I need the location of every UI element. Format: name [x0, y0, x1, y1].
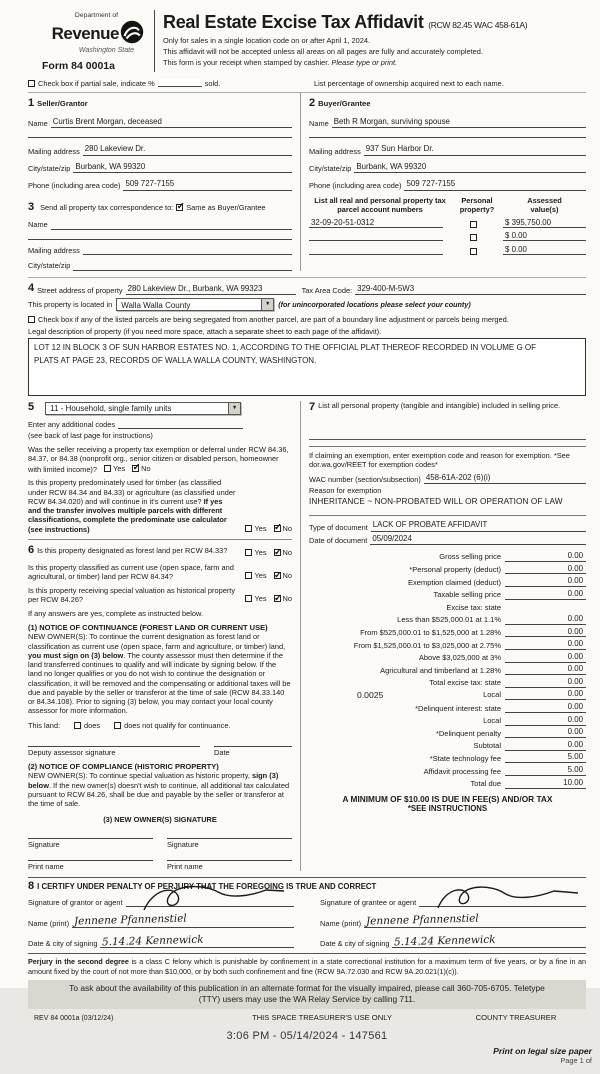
- buyer-phone-label: Phone (including area code): [309, 181, 402, 191]
- grantor-date-field[interactable]: 5.14.24 Kennewick: [100, 934, 294, 949]
- street-address-field[interactable]: 280 Lakeview Dr., Burbank, WA 99323: [126, 284, 296, 295]
- grantee-date-label: Date & city of signing: [320, 939, 390, 949]
- if-yes-note: If any answers are yes, complete as instructed below.: [28, 608, 203, 618]
- form-footer: [28, 948, 592, 1073]
- tax-value: 10.00: [505, 778, 586, 789]
- section-5-number: 5: [28, 401, 35, 414]
- partial-sale-suffix: sold.: [204, 78, 221, 88]
- segregated-note: Check box if any of the listed parcels are being segregated from another parcel, are part of a boundary line adjustment or parcels being merged.: [38, 314, 509, 324]
- type-of-document-field[interactable]: LACK OF PROBATE AFFIDAVIT: [371, 520, 586, 531]
- date-of-document-label: Date of document: [309, 535, 368, 545]
- excise-tax-table: Gross selling price 0.00 *Personal property (deduct) 0.00 Exemption claimed (deduct) 0.00 Taxable selling price 0.00 Excise tax: state Less than $525,000.01 at 1.1% 0.00 From $525,000.01 to $1,525,000 at 1.28% 0.00 From $1,525,000.01 to $3,025,000 at 2.75% 0.00 Above $3,025,000 at 3% 0.00 Agricultural and timberland at 1.28% 0.00 Total excise tax: state 0.00 0.0025 Local 0.00 *Delinquent interest: state 0.00 Local 0.00 *Delinquent penalty 0.00 Subtotal 0.00 *State technology fee 5.00 Affidavit processing fee 5.00 Total due 10.00: [309, 549, 586, 788]
- corr-name-field-2[interactable]: [28, 239, 292, 241]
- assessed-value-field[interactable]: $ 0.00: [503, 231, 586, 241]
- grantor-date-label: Date & city of signing: [28, 939, 98, 949]
- wac-number-label: WAC number (section/subsection): [309, 474, 421, 484]
- exemption-note: If claiming an exemption, enter exemption code and reason for exemption. *See dor.wa.gov/REET for exemption codes*: [309, 451, 570, 470]
- seller-mailing-label: Mailing address: [28, 146, 80, 156]
- q1-yes-checkbox[interactable]: [104, 465, 111, 472]
- header-note-1: Only for sales in a single location code on or after April 1, 2024.: [163, 35, 371, 45]
- washington-state-label: Washington State: [78, 46, 134, 54]
- question-current-use: Is this property classified as current use (open space, farm and agricultural, or timber) land per RCW 84.34? Yes ✓ No: [28, 563, 292, 582]
- additional-codes-field[interactable]: [118, 428, 243, 430]
- buyer-mailing-field[interactable]: 937 Sun Harbor Dr.: [364, 144, 586, 155]
- local-rate: 0.0025: [357, 689, 384, 700]
- seller-name-field-2[interactable]: [28, 137, 292, 139]
- tax-value: 0.00: [505, 576, 586, 587]
- parcel-number-field[interactable]: 32-09-20-51-0312: [309, 218, 443, 228]
- question-exemption-deferral: Was the seller receiving a property tax exemption or deferral under RCW 84.36, 84.37, or 84.38 (nonprofit org., senior citizen or disabled person, homeowner with limited income)? Yes ✓ No: [28, 445, 292, 474]
- owner-print-line-2[interactable]: Print name: [167, 860, 292, 871]
- partial-sale-percent-field[interactable]: [158, 79, 202, 87]
- tax-value: 0.00: [505, 639, 586, 650]
- tax-value: 0.00: [505, 564, 586, 575]
- corr-name-field[interactable]: [51, 228, 292, 230]
- additional-codes-label: Enter any additional codes: [28, 420, 116, 430]
- buyer-name-field-2[interactable]: [309, 137, 586, 139]
- treasurer-use-label: THIS SPACE TREASURER'S USE ONLY: [252, 1013, 392, 1023]
- buyer-name-label: Name: [309, 118, 329, 128]
- county-select[interactable]: [116, 298, 274, 311]
- tax-value: 5.00: [505, 765, 586, 776]
- tax-value: 0.00: [505, 551, 586, 562]
- tax-value: 0.00: [505, 627, 586, 638]
- parcel-number-field[interactable]: [309, 245, 443, 255]
- exemption-block: [309, 446, 586, 507]
- rcw-reference: (RCW 82.45 WAC 458-61A): [428, 20, 528, 30]
- grantee-signature-field[interactable]: [419, 906, 586, 908]
- corr-mailing-field[interactable]: [83, 254, 292, 256]
- owner-print-line-1[interactable]: Print name: [28, 860, 153, 871]
- q2-yes-checkbox[interactable]: [245, 525, 252, 532]
- header-note-3: This form is your receipt when stamped by cashier. Please type or print.: [163, 58, 398, 67]
- deputy-assessor-signature-line[interactable]: [28, 746, 200, 757]
- owner-signature-line-1[interactable]: Signature: [28, 838, 153, 849]
- perjury-note: Perjury in the second degree is a class C felony which is punishable by confinement in a state correctional institution for a maximum term of five years, or by a fine in an amount fixed by the court of not more than $10,000, or by both such confinement and fine (RCW 9A.72.030 and RCW 9A.20.021(1)(c)).: [28, 953, 586, 976]
- personal-property-checkbox-1[interactable]: [470, 221, 477, 228]
- partial-sale-label: Check box if partial sale, indicate %: [38, 78, 155, 88]
- question-forest-land: 6 Is this property designated as forest land per RCW 84.33? Yes ✓ No: [28, 544, 292, 558]
- section-1-title: Seller/Grantor: [37, 98, 88, 108]
- header-note-2: This affidavit will not be accepted unless all areas on all pages are fully and accurately completed.: [163, 46, 483, 56]
- cashier-stamp: 3:06 PM - 05/14/2024 - 147561: [226, 1029, 388, 1042]
- notice-compliance-body: NEW OWNER(S): To continue special valuation as historic property, sign (3) below. If the new owner(s) doesn't wish to continue, all additional tax calculated pursuant to RCW 84.26, shall be due and payable by the seller or transferor at the time of sale.: [28, 771, 290, 809]
- dor-brand: [28, 8, 144, 74]
- parcel-row: [309, 245, 586, 255]
- form-number: Form 84 0001a: [42, 60, 115, 73]
- tax-value: 0.00: [505, 664, 586, 675]
- excise-tax-subheader: Excise tax: state: [446, 602, 501, 612]
- assessed-value-field[interactable]: $ 0.00: [503, 245, 586, 255]
- seller-name-field[interactable]: Curtis Brent Morgan, deceased: [51, 117, 292, 128]
- deputy-date-label: Date: [214, 747, 230, 757]
- certify-statement: I CERTIFY UNDER PENALTY OF PERJURY THAT THE FOREGOING IS TRUE AND CORRECT: [37, 882, 377, 892]
- tax-value: 0.00: [505, 614, 586, 625]
- grantee-print-label: Name (print): [320, 918, 362, 928]
- section-8-number: 8: [28, 880, 35, 893]
- document-block: [309, 515, 586, 545]
- q2-no-checkbox[interactable]: [274, 525, 281, 532]
- wac-number-field[interactable]: 458-61A-202 (6)(i): [424, 473, 586, 484]
- personal-property-list-label: List all personal property (tangible and intangible) included in selling price.: [318, 401, 561, 411]
- personal-property-checkbox-2[interactable]: [470, 234, 477, 241]
- seller-phone-label: Phone (including area code): [28, 181, 121, 191]
- seller-phone-field[interactable]: 509 727-7155: [123, 179, 292, 190]
- grantor-print-field[interactable]: Jennene Pfannenstiel: [72, 913, 294, 928]
- notice-continuance-title: (1) NOTICE OF CONTINUANCE (FOREST LAND OR CURRENT USE): [28, 622, 268, 632]
- personal-property-list-field[interactable]: [309, 423, 586, 440]
- corr-mailing-label: Mailing address: [28, 246, 80, 256]
- grantor-print-label: Name (print): [28, 918, 70, 928]
- county-note: (for unincorporated locations please select your county): [278, 300, 471, 310]
- land-qualify-row: This land: does does not qualify for continuance.: [28, 720, 231, 730]
- chevron-down-icon[interactable]: ▼: [261, 299, 273, 310]
- section-6-number: 6: [28, 544, 35, 557]
- tax-value: 0.00: [505, 589, 586, 600]
- buyer-city-label: City/state/zip: [309, 163, 352, 173]
- q4-no-checkbox[interactable]: [274, 572, 281, 579]
- form-header: [28, 8, 586, 74]
- q3-yes-checkbox[interactable]: [245, 549, 252, 556]
- tax-value: 0.00: [505, 677, 586, 688]
- grantee-print-field[interactable]: Jennene Pfannenstiel: [364, 913, 586, 928]
- tax-area-code-label: Tax Area Code:: [301, 286, 353, 296]
- legal-description-field[interactable]: LOT 12 IN BLOCK 3 OF SUN HARBOR ESTATES NO. 1, ACCORDING TO THE OFFICIAL PLAT THEREOF RECORDED IN VOLUME G OF PLATS AT PAGE 23, RECORDS OF WALLA WALLA COUNTY, WASHINGTON.: [28, 338, 586, 396]
- section-2-title: Buyer/Grantee: [318, 98, 371, 108]
- section-4: [28, 277, 586, 397]
- ownership-note: List percentage of ownership acquired next to each name.: [314, 78, 504, 88]
- page-title: Real Estate Excise Tax Affidavit (RCW 82.45 WAC 458-61A): [163, 12, 528, 32]
- tax-value: 5.00: [505, 752, 586, 763]
- buyer-name-field[interactable]: Beth R Morgan, surviving spouse: [332, 117, 586, 128]
- parcel-row: [309, 231, 586, 241]
- grantor-signature-label: Signature of grantor or agent: [28, 897, 123, 907]
- seller-mailing-field[interactable]: 280 Lakeview Dr.: [83, 144, 292, 155]
- buyer-city-field[interactable]: Burbank, WA 99320: [354, 162, 586, 173]
- corr-city-field[interactable]: [73, 269, 292, 271]
- parcel-number-field[interactable]: [309, 231, 443, 241]
- deputy-date-line[interactable]: [214, 746, 292, 757]
- header-divider: [154, 10, 155, 72]
- tax-value: 0.00: [505, 715, 586, 726]
- county-select-value: Walla Walla County: [121, 300, 191, 310]
- tax-value: 0.00: [505, 740, 586, 751]
- street-address-label: Street address of property: [37, 286, 123, 296]
- buyer-mailing-label: Mailing address: [309, 146, 361, 156]
- date-of-document-field[interactable]: 05/09/2024: [370, 534, 586, 545]
- assessed-value-field[interactable]: $ 395,750.00: [503, 218, 586, 228]
- section-2-number: 2: [309, 96, 316, 109]
- q4-yes-checkbox[interactable]: [245, 572, 252, 579]
- reason-for-exemption-label: Reason for exemption: [309, 485, 382, 495]
- notice-continuance-body: NEW OWNER(S): To continue the current designation as forest land or classification as current use (open space, farm and agriculture, or timber) land, you must sign on (3) below. The county assessor must then determine if the land transferred continues to qualify and will indicate by signing below. If the land no longer qualifies or you do not wish to continue the designation or classification, it will be removed and the compensating or additional taxes will be due and payable by the seller or transferor at the time of sale (RCW 84.33.140 or 84.34.108). Prior to signing (3) below, you may contact your local county assessor for more information.: [28, 632, 291, 716]
- section-4-number: 4: [28, 281, 35, 294]
- county-treasurer-label: COUNTY TREASURER: [475, 1013, 557, 1023]
- land-use-code-value: 11 - Household, single family units: [50, 404, 172, 414]
- accessibility-note: To ask about the availability of this publication in an alternate format for the visually impaired, please call 360-705-6705. Teletype (TTY) users may use the WA Relay Service by calling 711.: [28, 980, 586, 1009]
- seller-city-field[interactable]: Burbank, WA 99320: [73, 162, 292, 173]
- same-as-buyer-checkbox[interactable]: [176, 204, 183, 211]
- correspondence-label: Send all property tax correspondence to:: [40, 202, 174, 212]
- tax-value: 0.00: [505, 702, 586, 713]
- partial-sale-row: [28, 79, 586, 93]
- revenue-wordmark: Revenue: [51, 23, 119, 43]
- deputy-assessor-label: Deputy assessor signature: [28, 747, 116, 757]
- new-owner-signature-title: (3) NEW OWNER(S) SIGNATURE: [103, 815, 217, 825]
- land-does-checkbox[interactable]: [74, 722, 81, 729]
- section-8: [28, 877, 586, 948]
- type-of-document-label: Type of document: [309, 522, 368, 532]
- seller-city-label: City/state/zip: [28, 163, 71, 173]
- q5-yes-checkbox[interactable]: [245, 595, 252, 602]
- q5-no-checkbox[interactable]: [274, 595, 281, 602]
- partial-sale-checkbox[interactable]: [28, 80, 35, 87]
- corr-name-label: Name: [28, 220, 48, 230]
- land-does-not-checkbox[interactable]: [114, 722, 121, 729]
- owner-signature-line-2[interactable]: Signature: [167, 838, 292, 849]
- see-back-note: (see back of last page for instructions): [28, 431, 153, 441]
- located-in-label: This property is located in: [28, 300, 113, 310]
- q1-no-checkbox[interactable]: [132, 465, 139, 472]
- tax-value: 0.00: [505, 689, 586, 700]
- parcel-row: [309, 218, 586, 228]
- corr-city-label: City/state/zip: [28, 261, 71, 271]
- tax-value: 0.00: [505, 652, 586, 663]
- rev-form-id: REV 84 0001a (03/12/24): [34, 1015, 114, 1023]
- section-1-number: 1: [28, 96, 35, 109]
- grantee-date-field[interactable]: 5.14.24 Kennewick: [392, 934, 586, 949]
- minimum-due-note: A MINIMUM OF $10.00 IS DUE IN FEE(S) AND/OR TAX *SEE INSTRUCTIONS: [342, 793, 553, 813]
- question-historic-property: Is this property receiving special valuation as historical property per RCW 84.26? Yes ✓ No: [28, 586, 292, 605]
- buyer-phone-field[interactable]: 509 727-7155: [404, 179, 586, 190]
- dor-logo-icon: [120, 20, 144, 46]
- same-as-buyer-label: Same as Buyer/Grantee: [186, 202, 266, 212]
- section-7-number: 7: [309, 401, 316, 414]
- personal-property-checkbox-3[interactable]: [470, 248, 477, 255]
- tax-area-code-field[interactable]: 329-400-M-5W3: [355, 284, 586, 295]
- print-note: Print on legal size paper Page 1 of: [493, 1045, 592, 1066]
- grantor-signature-field[interactable]: [126, 906, 295, 908]
- tax-value: 0.00: [505, 727, 586, 738]
- parcel-table-header: List all real and personal property tax parcel account numbers Personal property? Assessed value(s): [314, 195, 562, 214]
- section-3-number: 3: [28, 200, 35, 213]
- legal-description-label: Legal description of property (if you need more space, attach a separate sheet to each page of the affidavit).: [28, 327, 382, 337]
- question-timber-agriculture: Is this property predominately used for timber (as classified under RCW 84.34 and 84.33) or agriculture (as classified under RCW 84.34.020) and will continue in it's current use? If yes and the transfer involves multiple parcels with different classifications, complete the predominate use calculator (see instructions) Yes ✓ No: [28, 478, 292, 540]
- dept-of-label: Department of: [74, 12, 118, 19]
- this-land-label: This land:: [28, 720, 61, 730]
- notice-compliance-title: (2) NOTICE OF COMPLIANCE (HISTORIC PROPERTY): [28, 762, 219, 772]
- q3-no-checkbox[interactable]: [274, 549, 281, 556]
- seller-name-label: Name: [28, 118, 48, 128]
- reason-for-exemption-field[interactable]: INHERITANCE ~ NON-PROBATED WILL OR OPERATION OF LAW: [309, 497, 563, 507]
- land-use-code-select[interactable]: [45, 402, 241, 415]
- chevron-down-icon[interactable]: ▼: [228, 403, 240, 414]
- grantee-signature-label: Signature of grantee or agent: [320, 897, 417, 907]
- segregated-checkbox[interactable]: [28, 316, 35, 323]
- page-number: Page 1 of: [560, 1056, 592, 1066]
